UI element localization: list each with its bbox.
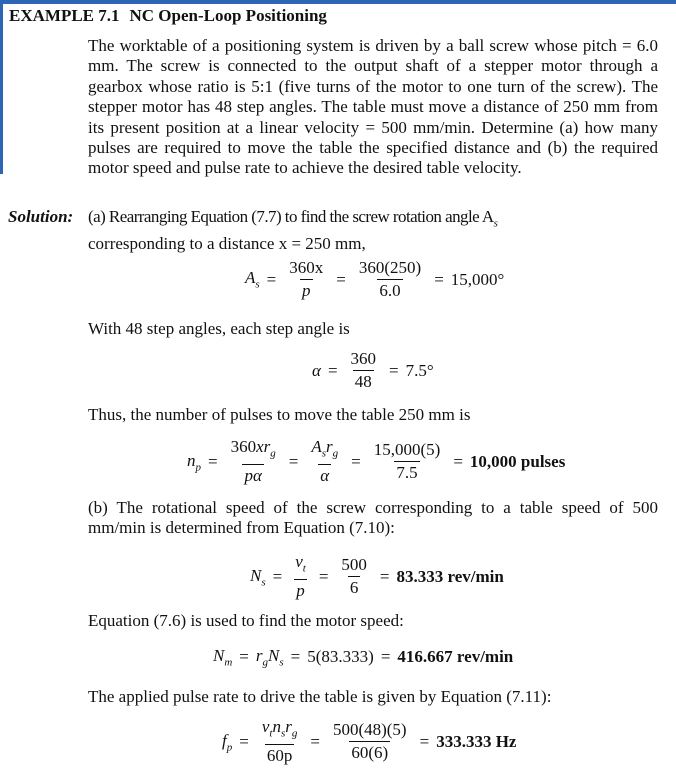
pulses-text: Thus, the number of pulses to move the table 250 mm is [88,405,471,424]
equation-screw-speed-result: 83.333 rev/min [396,566,504,586]
equation-screw-angle: $A_s$ = $\frac{360x}{p}$ = $\frac{360(250)}{6.0}$ = 15,000° [245,258,505,300]
example-number: EXAMPLE 7.1 [9,6,120,25]
equation-motor-speed: $N_m$ = $r_gN_s$ = 5(83.333) = 416.667 rev/min [213,646,514,669]
fraction-as-rg-over-alpha: $\frac{A_sr_g}{\alpha}$ [311,437,339,486]
equation-pulse-rate: $f_p$ = $\frac{v_tn_sr_g}{60p}$ = $\frac{500(48)(5)}{60(6)}$ = 333.333 Hz [222,717,517,766]
solution-a-line-2: corresponding to a distance x = 250 mm, [88,233,366,253]
example-title: NC Open-Loop Positioning [129,6,327,25]
fraction-360-250-over-6: $\frac{360(250)}{6.0}$ [358,258,422,300]
motor-speed-text: Equation (7.6) is used to find the motor speed: [88,611,404,630]
solution-label: Solution: [8,207,74,226]
equation-pulses-result: 10,000 pulses [469,451,566,471]
fraction-500-over-6: $\frac{500}{6}$ [341,555,367,598]
equation-pulses: $n_p$ = $\frac{360xr_g}{p\alpha}$ = $\frac{A_sr_g}{\alpha}$ = $\frac{15,000(5)}{7.5}$ = 10,000 pulses [187,437,566,486]
fraction-360x-over-p: $\frac{360x}{p}$ [289,258,324,300]
equation-pulse-rate-result: 333.333 Hz [436,731,517,751]
step-angle-text: With 48 step angles, each step angle is [88,319,350,338]
part-b-text: (b) The rotational speed of the screw corresponding to a table speed of 500 mm/min is determined from Equation (7.10): [88,498,658,538]
fraction-360-over-48: $\frac{360}{48}$ [350,349,377,391]
fraction-vt-ns-rg-over-60p: $\frac{v_tn_sr_g}{60p}$ [261,717,298,766]
equation-screw-angle-result: 15,000° [450,269,505,289]
pulse-rate-text: The applied pulse rate to drive the table is given by Equation (7.11): [88,687,552,706]
equation-screw-speed: $N_s$ = $\frac{v_t}{p}$ = $\frac{500}{6}$ = 83.333 rev/min [250,552,504,601]
fraction-15000-5-over-7-5: $\frac{15,000(5)}{7.5}$ [373,440,441,483]
fraction-500-48-5-over-60-6: $\frac{500(48)(5)}{60(6)}$ [332,720,407,763]
top-accent-bar [0,0,676,4]
equation-step-angle-result: 7.5° [405,360,434,380]
equation-motor-speed-result: 416.667 rev/min [397,647,514,667]
problem-statement: The worktable of a positioning system is driven by a ball screw whose pitch = 6.0 mm. The screw is connected to the output shaft of a stepper motor through a gearbox whose ratio is 5:1 (five turns of the motor to one turn of the screw). The stepper motor has 48 step angles. The table must move a distance of 250 mm from its present position at a linear velocity = 500 mm/min. Determine (a) how many pulses are required to move the table the specified distance and (b) the required motor speed and pulse rate to achieve the desired table velocity. [88,36,658,178]
left-accent-bar [0,4,3,174]
example-header [9,6,327,26]
equation-step-angle: α = $\frac{360}{48}$ = 7.5° [312,349,434,391]
fraction-vt-over-p: $\frac{v_t}{p}$ [295,552,306,601]
solution-a-intro [88,207,658,254]
solution-a-line-1: (a) Rearranging Equation (7.7) to find the screw rotation angle $A_s$ [88,207,498,230]
fraction-360xrg-over-p-alpha: $\frac{360xr_g}{p\alpha}$ [230,437,276,486]
